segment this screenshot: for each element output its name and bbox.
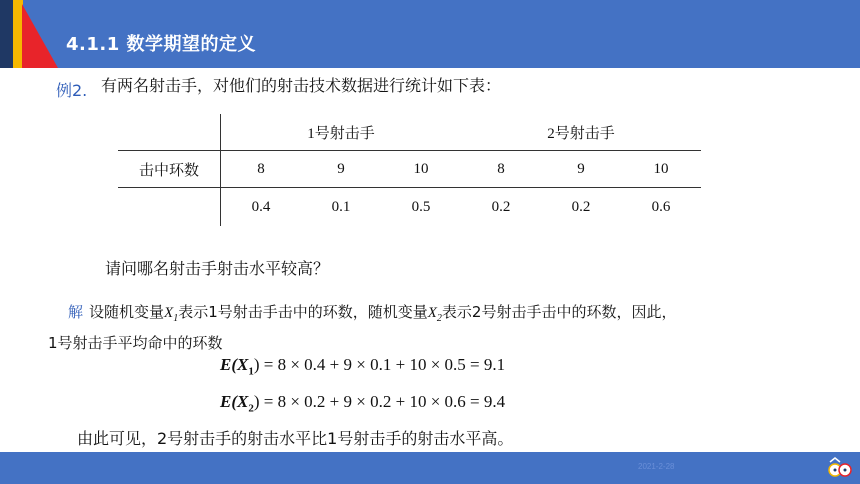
prob-row-label — [118, 188, 221, 227]
page-title: 4.1.1 数学期望的定义 — [66, 34, 257, 55]
prob-cell: 0.6 — [651, 198, 671, 215]
solution-text-b: 表示1号射击手击中的环数，随机变量 — [178, 303, 428, 321]
shooter2-header: 2号射击手 — [547, 125, 615, 142]
variable-x2: $X_2$ — [427, 305, 442, 324]
table-corner-cell — [118, 114, 221, 151]
ring-cell: 10 — [381, 151, 461, 188]
ring-cell: 9 — [541, 151, 621, 188]
shooter1-header: 1号射击手 — [307, 125, 375, 142]
formula-expectation-2: $E(X_2) = 8 \times 0.2 + 9 \times 0.2 + 10 \times 0.6 = 9.4$ — [220, 392, 506, 415]
example-text: 有两名射击手，对他们的射击技术数据进行统计如下表： — [101, 76, 502, 95]
ring-cell: 8 — [221, 151, 302, 188]
ring-cell: 10 — [621, 151, 701, 188]
conclusion-text: 由此可见，2号射击手的射击水平比1号射击手的射击水平高。 — [77, 429, 514, 448]
prob-cell: 0.5 — [411, 198, 431, 215]
prob-cell: 0.1 — [331, 198, 351, 215]
solution-text-a: 设随机变量 — [89, 303, 165, 321]
statistics-table — [118, 114, 701, 226]
question-text: 请问哪名射击手射击水平较高？ — [105, 259, 330, 278]
ring-cell: 9 — [301, 151, 381, 188]
solution-line-1 — [68, 301, 676, 324]
variable-x1: $X_1$ — [164, 305, 179, 324]
mascot-icon — [826, 456, 854, 482]
rings-row-label: 击中环数 — [118, 151, 221, 188]
formula-expectation-1: $E(X_1) = 8 \times 0.4 + 9 \times 0.1 + 10 \times 0.5 = 9.1$ — [220, 355, 506, 378]
solution-line-2: 1号射击手平均命中的环数 — [48, 334, 223, 352]
prob-cell: 0.2 — [571, 198, 591, 215]
prob-cell: 0.4 — [251, 198, 271, 215]
header-bar — [0, 0, 860, 68]
prob-cell: 0.2 — [491, 198, 511, 215]
logo-icon — [0, 0, 70, 68]
footer-bar — [0, 452, 860, 484]
footer-date: 2021-2-28 — [638, 462, 675, 471]
solution-text-c: 表示2号射击手击中的环数，因此， — [441, 303, 677, 321]
solution-label: 解 — [68, 303, 84, 321]
ring-cell: 8 — [461, 151, 541, 188]
example-label: 例2. — [56, 81, 88, 100]
